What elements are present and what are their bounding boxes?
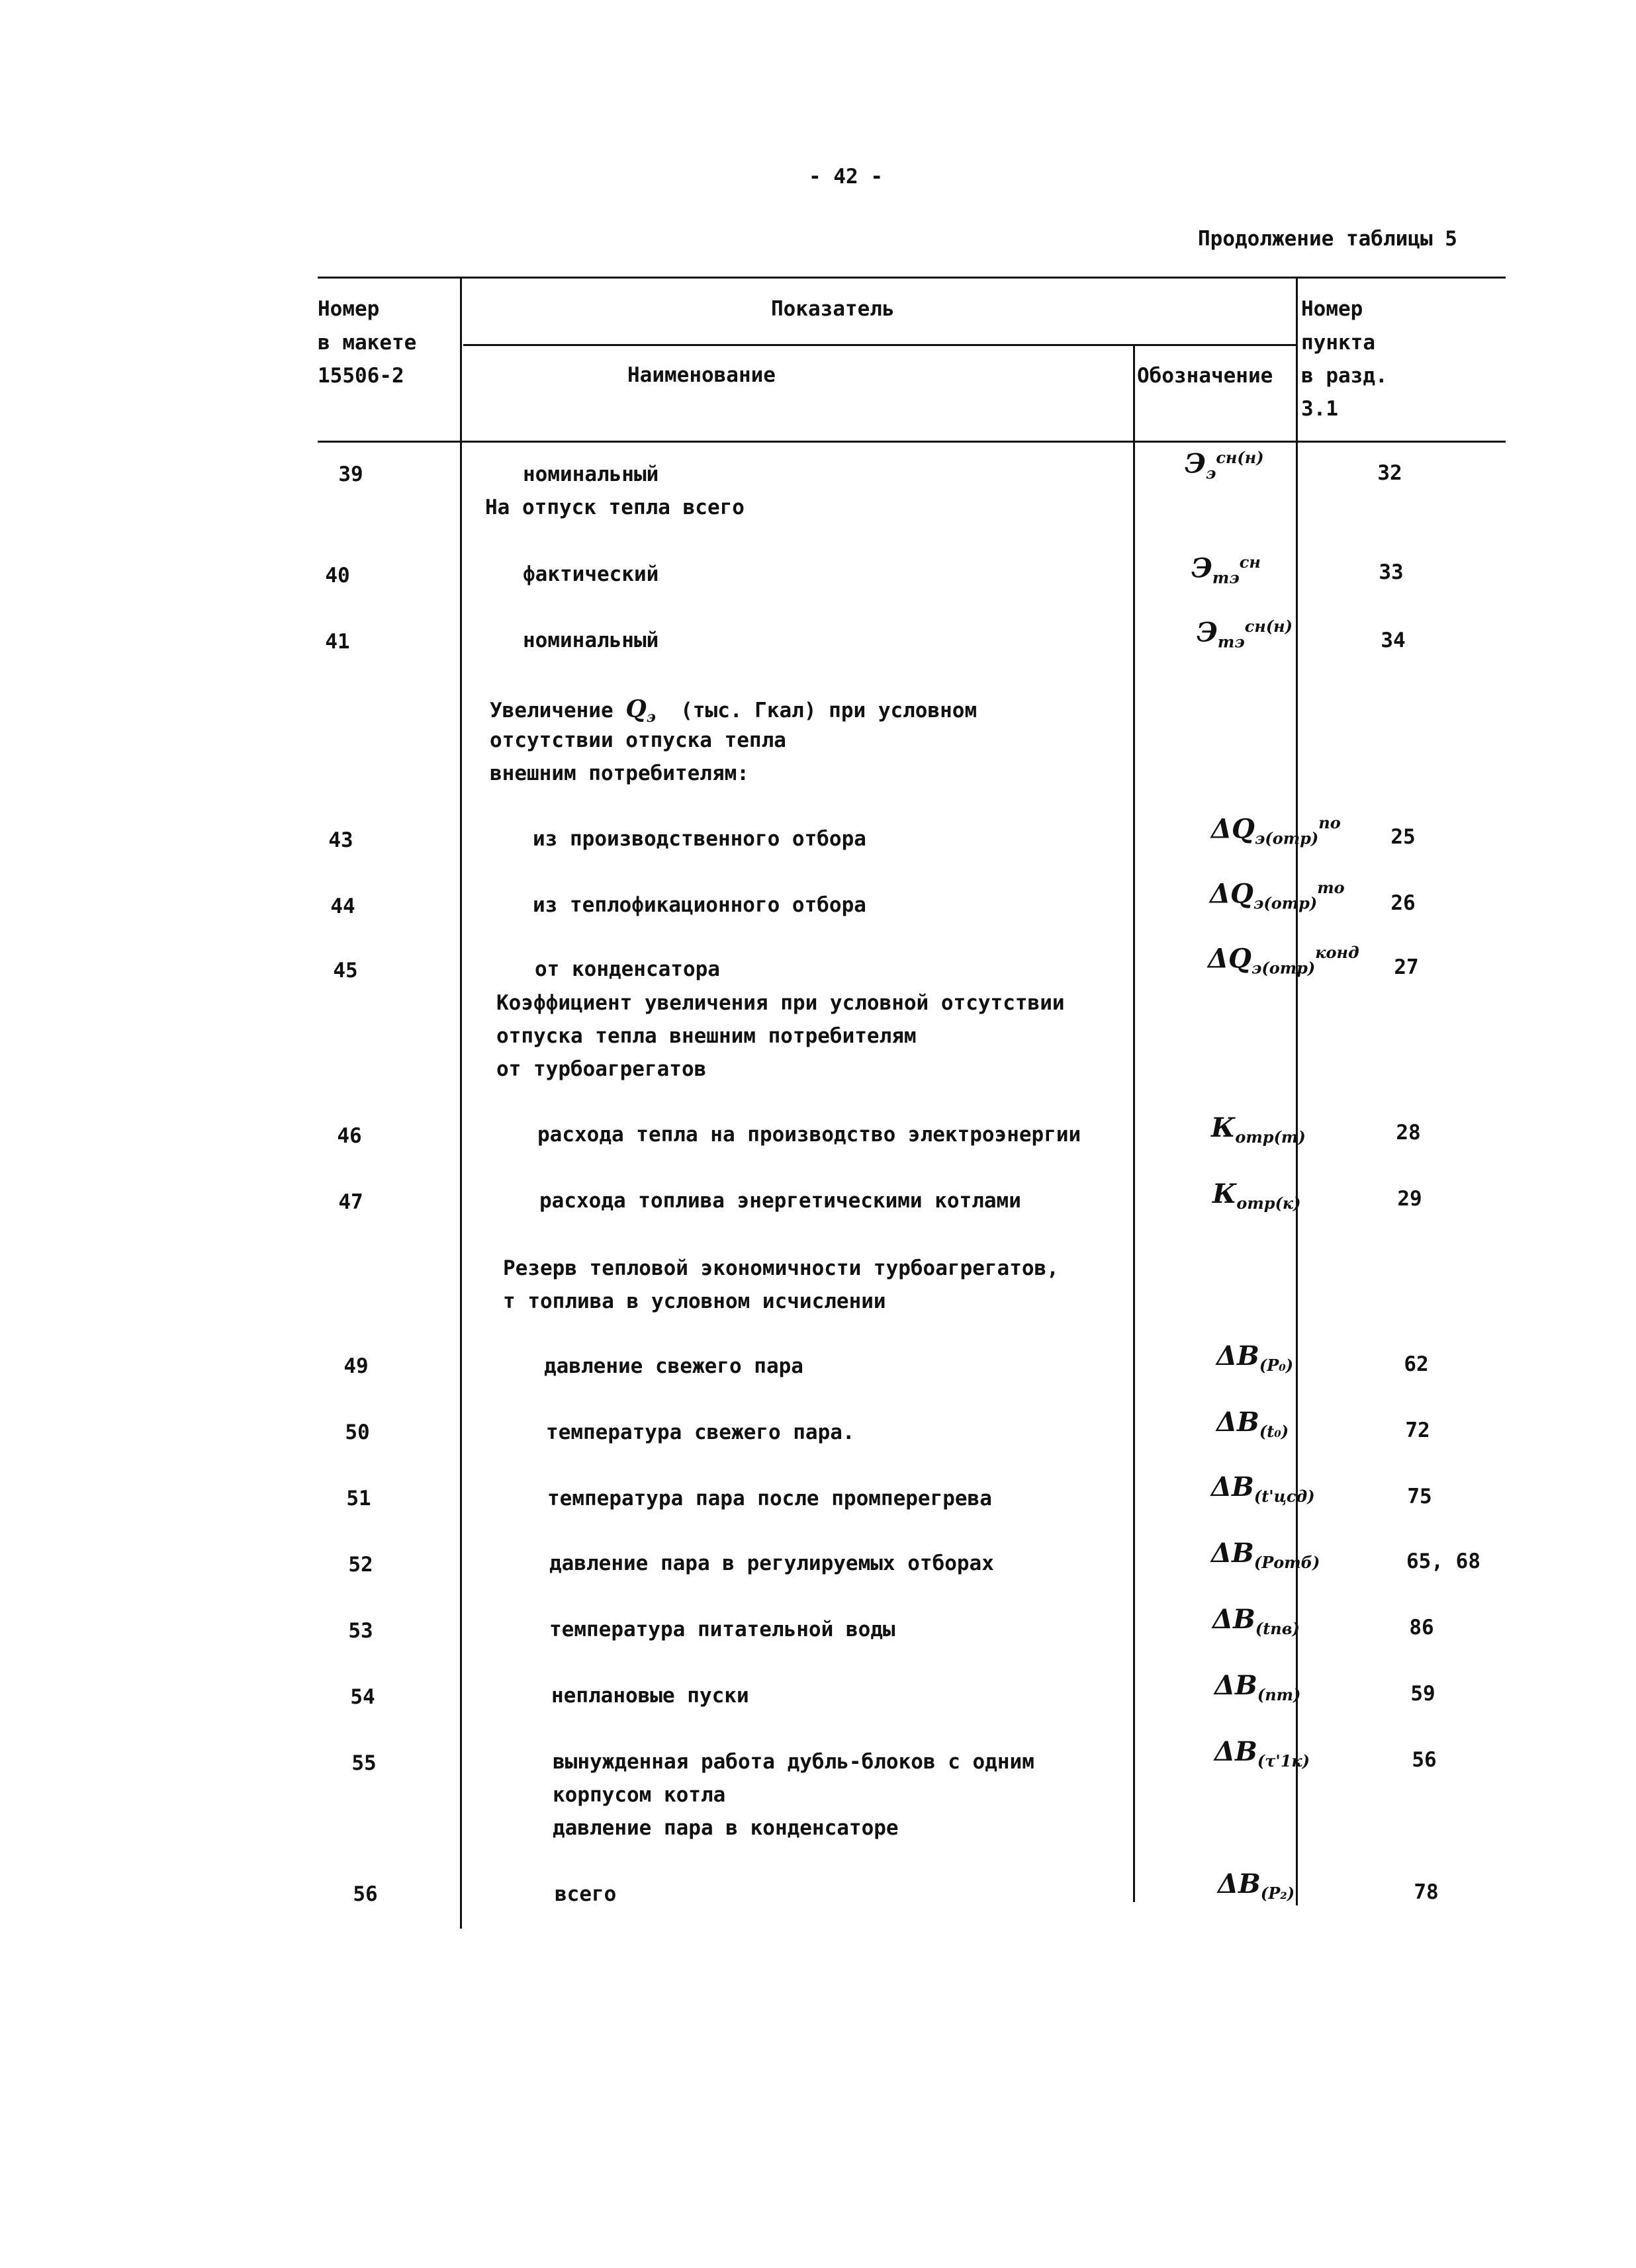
row-number: 55: [351, 1751, 377, 1775]
header-indicator: Показатель: [771, 297, 895, 321]
row-symbol: $\Delta Q_{э(отр)}^{то}$: [1210, 878, 1345, 913]
row-ref: 25: [1390, 825, 1416, 849]
page-number: - 42 -: [809, 165, 883, 189]
row-name: неплановые пуски: [551, 1684, 749, 1708]
row-symbol: $Э_{тэ}^{сн}$: [1191, 552, 1261, 588]
row-ref: 29: [1397, 1187, 1422, 1211]
row-symbol: $\Delta В_{(P_2)}$: [1218, 1868, 1295, 1903]
section-heading-line: отсутствии отпуска тепла: [490, 728, 786, 752]
table-continuation-title: Продолжение таблицы 5: [1198, 227, 1457, 251]
row-ref: 62: [1404, 1352, 1429, 1376]
header-name: Наименование: [627, 363, 776, 387]
row-name: из теплофикационного отбора: [533, 893, 866, 917]
header-bottom-rule: [318, 441, 1506, 443]
section-heading-line: отпуска тепла внешним потребителям: [496, 1024, 917, 1048]
row-name: давление свежего пара: [544, 1354, 803, 1378]
row-symbol: $\Delta Q_{э(отр)}^{по}$: [1211, 813, 1341, 848]
row-number: 50: [345, 1420, 370, 1444]
section-heading-line: Резерв тепловой экономичности турбоагрегатов,: [503, 1256, 1059, 1280]
row-ref: 27: [1394, 955, 1419, 979]
header-sub-rule: [463, 344, 1296, 346]
header-number-line1: Номер: [318, 297, 380, 321]
row-symbol: $\Delta В_{(tпв)}$: [1212, 1604, 1300, 1638]
row-ref: 34: [1381, 629, 1406, 652]
row-ref: 28: [1396, 1121, 1421, 1145]
table-top-rule: [318, 277, 1506, 279]
section-heading-line: внешним потребителям:: [490, 762, 749, 785]
row-symbol: $\Delta В_{(nт)}$: [1214, 1670, 1301, 1704]
row-name: температура пара после промперегрева: [547, 1487, 992, 1510]
row-symbol: $\Delta В_{(t_0)}$: [1216, 1407, 1289, 1441]
row-symbol: $\Delta В_{(\tau'1к)}$: [1214, 1736, 1310, 1770]
header-number-line3: 15506-2: [318, 364, 404, 388]
row-number: 46: [337, 1124, 362, 1148]
row-symbol: $\Delta В_{(t'цсд)}$: [1211, 1471, 1315, 1506]
section-heading-line: т топлива в условном исчислении: [503, 1289, 886, 1313]
row-ref: 65, 68: [1406, 1549, 1480, 1573]
row-name: номинальный: [523, 462, 659, 486]
header-ref-line2: пункта: [1301, 331, 1375, 355]
col-divider-3: [1296, 278, 1298, 1905]
header-ref-line3: в разд.: [1301, 364, 1388, 388]
row-number: 49: [343, 1354, 369, 1378]
row-number: 54: [350, 1685, 375, 1709]
row-ref: 78: [1414, 1880, 1439, 1904]
row-symbol: $К_{отр(т)}$: [1211, 1112, 1306, 1147]
section-heading-line: давление пара в конденсаторе: [553, 1816, 899, 1840]
row-name: всего: [555, 1882, 617, 1906]
row-symbol: $Э_{тэ}^{сн(н)}$: [1197, 617, 1293, 652]
row-name: расхода тепла на производство электроэнергии: [537, 1123, 1081, 1147]
row-ref: 59: [1410, 1682, 1435, 1706]
row-number: 56: [353, 1882, 378, 1906]
row-name: номинальный: [523, 629, 659, 652]
row-symbol: $Э_э^{сн(н)}$: [1185, 448, 1264, 483]
header-designation: Обозначение: [1137, 364, 1273, 388]
row-number: 47: [338, 1190, 363, 1214]
header-ref-line1: Номер: [1301, 297, 1363, 321]
row-name: вынужденная работа дубль-блоков с одним: [553, 1750, 1034, 1774]
col-divider-1: [460, 278, 462, 1929]
row-ref: 75: [1407, 1485, 1432, 1508]
row-name: фактический: [523, 562, 659, 586]
row-name: из производственного отбора: [533, 827, 866, 851]
row-ref: 72: [1405, 1418, 1430, 1442]
row-name: расхода топлива энергетическими котлами: [539, 1189, 1021, 1213]
col-divider-2: [1133, 344, 1135, 1902]
row-number: 45: [333, 959, 358, 982]
section-heading-line: Коэффициент увеличения при условной отсутствии: [496, 991, 1065, 1015]
row-symbol: $\Delta Q_{э(отр)}^{конд}$: [1208, 943, 1359, 978]
section-heading-start: Увеличение $Q_э$ (тыс. Гкал) при условном: [490, 695, 977, 726]
header-ref-line4: 3.1: [1301, 397, 1338, 421]
header-number-line2: в макете: [318, 331, 417, 355]
row-ref: 26: [1390, 891, 1416, 915]
row-symbol: $\Delta В_{(P_0)}$: [1216, 1340, 1294, 1375]
row-ref: 33: [1379, 560, 1404, 584]
row-name: На отпуск тепла всего: [485, 496, 745, 519]
row-number: 41: [325, 630, 350, 654]
row-number: 40: [325, 564, 350, 588]
row-symbol: $К_{отр(к)}$: [1212, 1178, 1301, 1213]
row-number: 52: [348, 1553, 373, 1577]
row-ref: 32: [1377, 461, 1402, 485]
row-ref: 56: [1412, 1748, 1437, 1772]
row-number: 39: [338, 462, 363, 486]
row-number: 43: [328, 828, 353, 852]
row-name: температура питательной воды: [549, 1618, 895, 1641]
row-name: температура свежего пара.: [546, 1420, 855, 1444]
section-heading-line: от турбоагрегатов: [496, 1057, 707, 1081]
row-ref: 86: [1409, 1616, 1434, 1639]
row-name: от конденсатора: [535, 957, 720, 981]
row-number: 53: [348, 1619, 373, 1643]
row-number: 44: [330, 894, 355, 918]
row-name: давление пара в регулируемых отборах: [549, 1551, 994, 1575]
row-symbol: $\Delta В_{(Pотб)}$: [1211, 1538, 1320, 1572]
row-name-continued: корпусом котла: [553, 1783, 726, 1807]
row-number: 51: [346, 1487, 371, 1510]
